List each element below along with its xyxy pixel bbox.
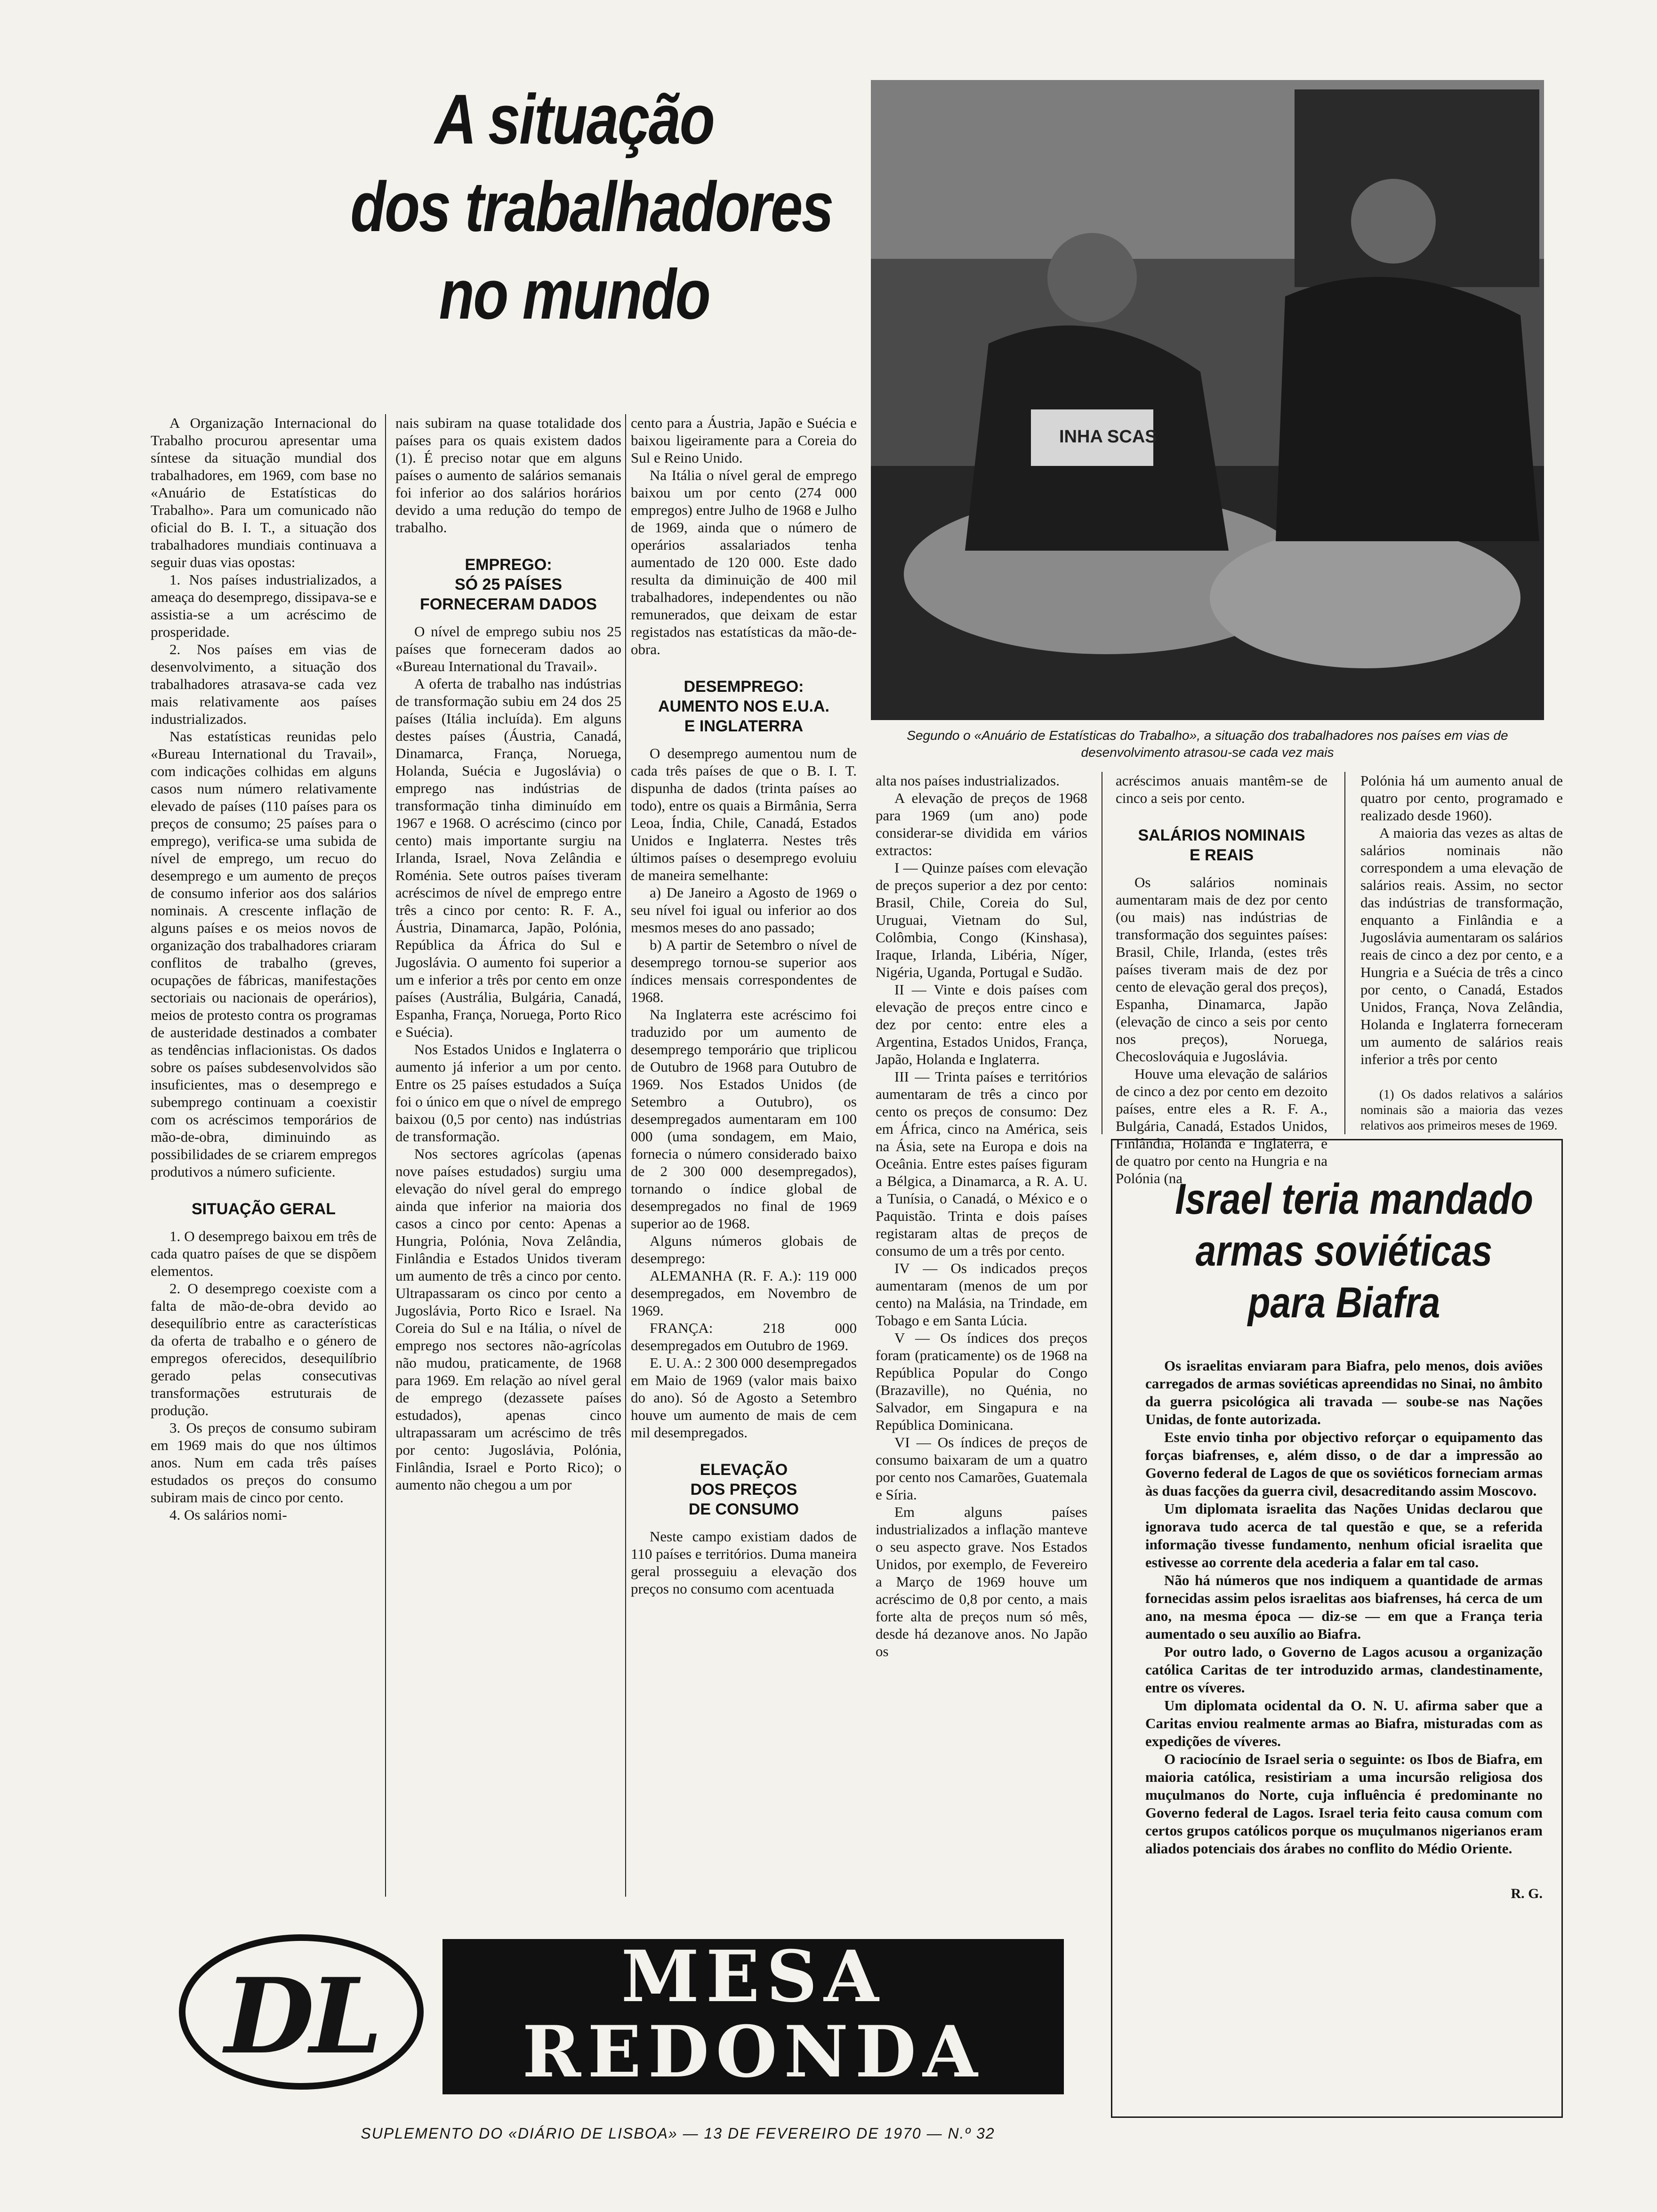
paragraph: Um diplomata ocidental da O. N. U. afirma saber que a Caritas enviou realmente armas ao Biafra, misturadas com as expedições de víveres. <box>1145 1697 1543 1749</box>
paragraph: FRANÇA: 218 000 desempregados em Outubro de 1969. <box>631 1320 857 1354</box>
paragraph: Em alguns países industrializados a inflação manteve o seu aspecto grave. Nos Estados Unidos, por exemplo, de Fevereiro a Março de 1969 houve um acréscimo de 0,8 por cento, a mais forte alta de preços num só mês, desde há dezanove anos. No Japão os <box>876 1504 1087 1659</box>
headline-line-2: dos trabalhadores <box>350 167 833 246</box>
boxed-title-line: Israel teria mandado <box>1175 1175 1533 1223</box>
paragraph: Nos sectores agrícolas (apenas nove países estudados) surgiu uma elevação do nível geral do emprego ainda que inferior na maioria dos casos a cinco por cento: Apenas a Hungria, Polónia, Nova Zelândia, Finlândia e Estados Unidos tiveram um aumento de três a cinco por cento. Ultrapassaram os cinco por cento a Jugoslávia, Porto Rico e Israel. Na Coreia do Sul e na Itália, o nível de emprego nos sectores não-agrícolas não mudou, praticamente, de 1968 para 1969. Em relação ao nível geral de emprego (dezassete países estudados), apenas cinco ultrapassaram um acréscimo de três por cento: Jugoslávia, Polónia, Finlândia, Israel e Porto Rico); o aumento não chegou a um por <box>395 1146 621 1493</box>
footer-line: SUPLEMENTO DO «DIÁRIO DE LISBOA» — 13 DE FEVEREIRO DE 1970 — N.º 32 <box>361 2125 995 2142</box>
paragraph: Os israelitas enviaram para Biafra, pelo menos, dois aviões carregados de armas soviéticas apreendidas no Sinai, no âmbito da guerra psicológica ali travada — soube-se nas Nações Unidas, de fonte autorizada. <box>1145 1357 1543 1427</box>
column-6 <box>1360 772 1563 1134</box>
paragraph: 1. O desemprego baixou em três de cada quatro países de que se dispõem elementos. <box>151 1228 377 1279</box>
paragraph: I — Quinze países com elevação de preços superior a dez por cento: Brasil, Chile, Coreia do Sul, Uruguai, Vietnam do Sul, Colômbia, Congo (Kinshasa), Iraque, Irlanda, Libéria, Níger, Nigéria, Uganda, Portugal e Sudão. <box>876 859 1087 980</box>
paragraph: Neste campo existiam dados de 110 países e territórios. Duma maneira geral prosseguiu a elevação dos preços no consumo com acentuada <box>631 1528 857 1597</box>
section-heading: DESEMPREGO: AUMENTO NOS E.U.A. E INGLATERRA <box>658 678 829 735</box>
paragraph: alta nos países industrializados. <box>876 772 1060 789</box>
boxed-title-line: para Biafra <box>1247 1279 1440 1327</box>
boxed-article-title <box>1175 1173 1533 1329</box>
masthead-line-1: MESA <box>621 1935 885 2018</box>
photo-caption: Segundo o «Anuário de Estatísticas do Trabalho», a situação dos trabalhadores nos países em vias de desenvolvimento atrasou-se cada vez mais <box>907 728 1508 760</box>
column-4 <box>876 772 1087 1911</box>
column-rule <box>385 414 386 1897</box>
workers-photo <box>871 80 1544 720</box>
section-heading: SALÁRIOS NOMINAIS E REAIS <box>1138 826 1305 864</box>
section-heading: SITUAÇÃO GERAL <box>192 1200 336 1218</box>
crate-label: INHA SCAS <box>1059 427 1157 447</box>
boxed-article-body <box>1145 1357 1543 1858</box>
paragraph: IV — Os indicados preços aumentaram (menos de um por cento) na Malásia, na Trindade, em Tobago e em Santa Lúcia. <box>876 1260 1087 1329</box>
paragraph: A maioria das vezes as altas de salários nominais não correspondem a uma elevação de salários reais. Assim, no sector das indústrias de transformação, enquanto a Finlândia e a Jugoslávia aumentaram os salários reais de cinco a dez por cento, e a Hungria e a Suécia de três a cinco por cento, o Canadá, Estados Unidos, França, Nova Zelândia, Holanda e Inglaterra forneceram um aumento de salários reais inferior a três por cento <box>1360 825 1563 1067</box>
paragraph: O desemprego aumentou num de cada três países de que o B. I. T. dispunha de dados (trinta países ao todo), entre os quais a Birmânia, Serra Leoa, Índia, Chile, Canadá, Estados Unidos e Inglaterra. Nestes três últimos países o desemprego evoluiu de maneira semelhante: <box>631 745 857 883</box>
masthead <box>151 1925 1045 2108</box>
paragraph: 2. O desemprego coexiste com a falta de mão-de-obra devido ao desequilíbrio entre as características da oferta de trabalho e o género de empregos oferecidos, desequilíbrio gerado pelas consecutivas transformações estruturais de produção. <box>151 1280 377 1419</box>
paragraph: E. U. A.: 2 300 000 desempregados em Maio de 1969 (valor mais baixo do ano). Só de Agosto a Setembro houve um aumento de mais de cem mil desempregados. <box>631 1354 857 1441</box>
paragraph: VI — Os índices de preços de consumo baixaram de um a quatro por cento nos Camarões, Guatemala e Síria. <box>876 1434 1087 1503</box>
section-heading: ELEVAÇÃO DOS PREÇOS DE CONSUMO <box>688 1461 799 1518</box>
paragraph: 1. Nos países industrializados, a ameaça do desemprego, dissipava-se e assistia-se a um acréscimo de prosperidade. <box>151 571 377 640</box>
paragraph: A Organização Internacional do Trabalho procurou apresentar uma síntese da situação mundial dos trabalhadores, em 1969, com base no «Anuário de Estatísticas do Trabalho». Para um comunicado não oficial do B. I. T., a situação dos trabalhadores mundiais continuava a seguir duas vias opostas: <box>151 415 377 570</box>
paragraph: Polónia há um aumento anual de quatro por cento, programado e realizado desde 1960). <box>1360 772 1563 824</box>
paragraph: Alguns números globais de desemprego: <box>631 1233 857 1266</box>
footnote: (1) Os dados relativos a salários nominais são a maioria das vezes relativos aos primeiros meses de 1969. <box>1360 1087 1563 1132</box>
paragraph: Na Itália o nível geral de emprego baixou um por cento (274 000 empregos) entre Julho de 1968 e Julho de 1969, ainda que o número de operários assalariados tenha aumentado de 120 000. Este dado resulta da diminuição de 400 mil trabalhadores, independentes ou não remunerados, que deixam de estar registados nas estatísticas da mão-de-obra. <box>631 467 857 657</box>
headline-line-1: A situação <box>434 80 714 159</box>
column-rule <box>1344 772 1345 1134</box>
headline <box>350 75 833 338</box>
paragraph: cento para a Áustria, Japão e Suécia e baixou ligeiramente para a Coreia do Sul e Reino Unido. <box>631 415 857 466</box>
column-2 <box>395 414 621 1897</box>
paragraph: acréscimos anuais mantêm-se de cinco a seis por cento. <box>1116 772 1327 806</box>
paragraph: Os salários nominais aumentaram mais de dez por cento (ou mais) nas indústrias de transformação dos seguintes países: Brasil, Chile, Irlanda, (estes três países tiveram mais de dez por cento de elevação geral dos preços), Espanha, Dinamarca, Japão (elevação de cinco a seis por cento nos preços), Noruega, Checoslováquia e Jugoslávia. <box>1116 874 1327 1065</box>
paragraph: Houve uma elevação de salários de cinco a dez por cento em dezoito países, entre eles a R. F. A., Bulgária, Canadá, Estados Unidos, Finlândia, Holanda e Inglaterra, e de quatro por cento na Hungria e na Polónia (na <box>1116 1066 1327 1186</box>
paragraph: O nível de emprego subiu nos 25 países que forneceram dados ao «Bureau International du Travail». <box>395 623 621 674</box>
paragraph: a) De Janeiro a Agosto de 1969 o seu nível foi igual ou inferior ao dos mesmos meses do ano passado; <box>631 884 857 936</box>
column-5 <box>1116 772 1327 1186</box>
paragraph: III — Trinta países e territórios aumentaram de três a cinco por cento os preços de consumo: Dez em África, cinco na América, seis na Ásia, sete na Europa e dois na Oceânia. Entre estes países figuram a Bélgica, a Dinamarca, a R. A. U. a Tunísia, o Canadá, o México e o Paquistão. Trinta e dois países registaram altas de preços de consumo de um a três por cento. <box>876 1068 1087 1259</box>
paragraph: Nas estatísticas reunidas pelo «Bureau International du Travail», com indicações colhidas em alguns casos num número relativamente elevado de países (110 países para os preços de consumo; 25 países para o emprego), verifica-se uma subida de nível de emprego, um recuo do desemprego e um aumento de preços de consumo inferior aos dos salários nominais. A crescente inflação de alguns países e os meios novos de organização dos trabalhadores criaram conflitos de trabalho (greves, ocupações de fábricas, manifestações sectoriais ou nacionais de operários), meios de protesto contra os programas de austeridade destinados a combater as tendências inflacionistas. Os dados sobre os países subdesenvolvidos são insuficientes, mas o desemprego e subemprego continuam a coexistir com os acréscimos temporários de mão-de-obra, diminuindo as possibilidades de se criarem empregos produtivos a número suficiente. <box>151 728 377 1180</box>
paragraph: 2. Nos países em vias de desenvolvimento, a situação dos trabalhadores atrasava-se cada vez mais relativamente aos países industrializados. <box>151 641 377 727</box>
boxed-article <box>1111 1139 1563 2118</box>
paragraph: A oferta de trabalho nas indústrias de transformação subiu em 24 dos 25 países (Itália incluída). Em alguns destes países (Áustria, Canadá, Dinamarca, França, Noruega, Holanda, Suécia e Jugoslávia) o emprego nas indústrias de transformação tinha diminuído em 1967 e 1968. O acréscimo (cinco por cento) mais importante surgiu na Irlanda, Israel, Nova Zelândia e Roménia. Sete outros países tiveram acréscimos de nível de emprego entre três a cinco por cento: R. F. A., Áustria, Dinamarca, Japão, Polónia, República da África do Sul e Jugoslávia. O aumento foi superior a um e inferior a três por cento em onze países (Austrália, Bulgária, Canadá, Espanha, França, Noruega, Porto Rico e Suécia). <box>395 675 621 1040</box>
paragraph: A elevação de preços de 1968 para 1969 (um ano) pode considerar-se dividida em vários extractos: <box>876 790 1087 858</box>
paragraph: Não há números que nos indiquem a quantidade de armas fornecidas assim pelos israelitas aos biafrenses, há cerca de um ano, na mesma época — diz-se — em que a França teria aumentado o seu auxílio ao Biafra. <box>1145 1572 1543 1642</box>
dl-logo-text: DL <box>225 1955 378 2077</box>
paragraph: 4. Os salários nomi- <box>169 1507 287 1523</box>
paragraph: V — Os índices dos preços foram (praticamente) os de 1968 na República Popular do Congo (Brazaville), no Quénia, no Salvador, em Singapura e na República Dominicana. <box>876 1330 1087 1433</box>
paragraph: 3. Os preços de consumo subiram em 1969 mais do que nos últimos anos. Num em cada três países estudados os preços do consumo subiram mais de cinco por cento. <box>151 1419 377 1506</box>
column-3 <box>631 414 857 1897</box>
paragraph: O raciocínio de Israel seria o seguinte: os Ibos de Biafra, em maioria católica, resistiriam a uma incursão religiosa dos muçulmanos do Norte, cuja influência é predominante no Governo federal de Lagos. Israel teria feito causa comum com certos grupos católicos porque os muçulmanos nigerianos eram aliados potenciais dos árabes no conflito do Médio Oriente. <box>1145 1751 1543 1857</box>
headline-line-3: no mundo <box>439 255 710 334</box>
paragraph: ALEMANHA (R. F. A.): 119 000 desempregados, em Novembro de 1969. <box>631 1267 857 1319</box>
paragraph: b) A partir de Setembro o nível de desemprego tornou-se superior aos índices mensais correspondentes de 1968. <box>631 937 857 1005</box>
paragraph: II — Vinte e dois países com elevação de preços entre cinco e dez por cento: entre eles a Argentina, Estados Unidos, França, Japão, Holanda e Inglaterra. <box>876 981 1087 1067</box>
boxed-title-line: armas soviéticas <box>1195 1227 1493 1275</box>
dl-logo <box>179 1934 424 2090</box>
paragraph: Um diplomata israelita das Nações Unidas declarou que ignorava tudo acerca de tal questão e que, se a referida informação tivesse fundamento, nenhum oficial israelita que estivesse ao corrente dela acederia a falar em tal caso. <box>1145 1500 1543 1571</box>
paragraph: nais subiram na quase totalidade dos países para os quais existem dados (1). É preciso notar que em alguns países o aumento de salários semanais foi inferior ao dos salários horários devido a uma redução do tempo de trabalho. <box>395 415 621 536</box>
signature: R. G. <box>1511 1886 1543 1901</box>
mesa-redonda-banner <box>442 1935 1064 2094</box>
paragraph: Nos Estados Unidos e Inglaterra o aumento já inferior a um por cento. Entre os 25 países estudados a Suíça foi o único em que o nível de emprego baixou (0,5 por cento) nas indústrias de transformação. <box>395 1041 621 1145</box>
section-heading: EMPREGO: SÓ 25 PAÍSES FORNECERAM DADOS <box>420 556 597 613</box>
paragraph: Por outro lado, o Governo de Lagos acusou a organização católica Caritas de ter introduzido armas, clandestinamente, entre os víveres. <box>1145 1643 1543 1696</box>
column-rule <box>625 414 626 1897</box>
masthead-line-2: REDONDA <box>522 2011 984 2093</box>
paragraph: Na Inglaterra este acréscimo foi traduzido por um aumento de desemprego temporário que triplicou de Outubro de 1968 para Outubro de 1969. Nos Estados Unidos (de Setembro a Outubro), os desempregados aumentaram em 100 000 (uma sondagem, em Maio, fornecia o número considerado baixo de 2 300 000 desempregados), tornando o índice global de desempregados no final de 1969 superior ao de 1968. <box>631 1006 857 1232</box>
column-1 <box>151 414 377 1897</box>
paragraph: Este envio tinha por objectivo reforçar o equipamento das forças biafrenses, e, além disso, o de dar a impressão ao Governo federal de Lagos de que os soviéticos forneciam armas às duas facções da guerra civil, desacreditando assim Moscovo. <box>1145 1429 1543 1499</box>
